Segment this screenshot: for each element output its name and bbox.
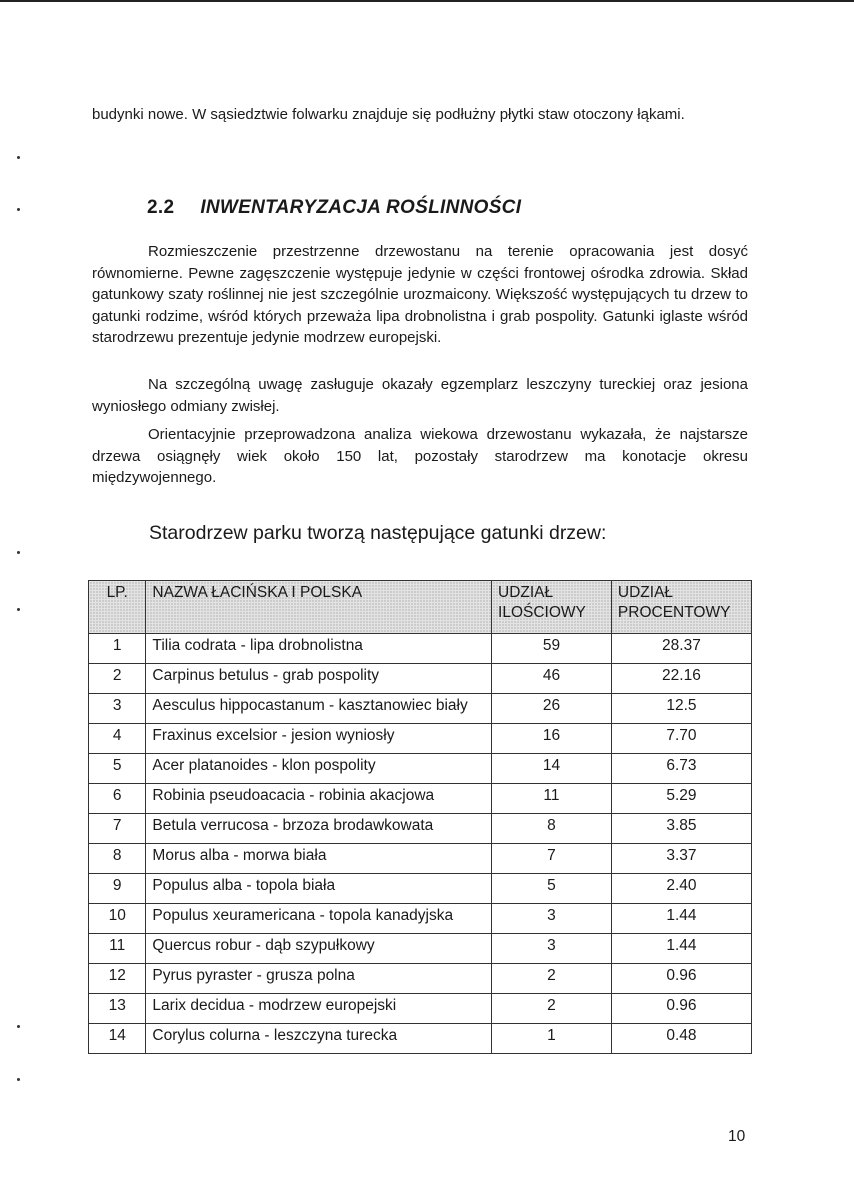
cell-percent: 6.73	[611, 754, 751, 784]
cell-name: Carpinus betulus - grab pospolity	[146, 664, 492, 694]
cell-name: Populus alba - topola biała	[146, 874, 492, 904]
cell-lp: 1	[89, 634, 146, 664]
scan-speck	[17, 551, 20, 554]
cell-percent: 1.44	[611, 934, 751, 964]
cell-name: Betula verrucosa - brzoza brodawkowata	[146, 814, 492, 844]
cell-name: Robinia pseudoacacia - robinia akacjowa	[146, 784, 492, 814]
header-lp: LP.	[89, 581, 146, 634]
cell-name: Populus xeuramericana - topola kanadyjska	[146, 904, 492, 934]
table-row	[89, 814, 752, 844]
cell-count: 2	[492, 964, 612, 994]
table-row	[89, 964, 752, 994]
species-table	[88, 580, 752, 1054]
cell-percent: 3.85	[611, 814, 751, 844]
cell-percent: 28.37	[611, 634, 751, 664]
cell-name: Morus alba - morwa biała	[146, 844, 492, 874]
cell-lp: 7	[89, 814, 146, 844]
paragraph-1: Rozmieszczenie przestrzenne drzewostanu na terenie opracowania jest dosyć równomierne. Pewne zagęszczenie występuje jedynie w części frontowej ośrodka zdrowia. Skład gatunkowy szaty roślinnej nie jest szczególnie urozmaicony. Większość występujących tu drzew to gatunki rodzime, wśród których przeważa lipa drobnolistna i grab pospolity. Gatunki iglaste wśród starodrzewu prezentuje jedynie modrzew europejski.	[92, 243, 748, 346]
table-row	[89, 724, 752, 754]
cell-count: 16	[492, 724, 612, 754]
scan-speck	[17, 608, 20, 611]
cell-lp: 3	[89, 694, 146, 724]
cell-lp: 11	[89, 934, 146, 964]
paragraph-2: Na szczególną uwagę zasługuje okazały egzemplarz leszczyny tureckiej oraz jesiona wyniosłego odmiany zwisłej.	[92, 376, 748, 415]
header-count	[492, 581, 612, 634]
cell-percent: 12.5	[611, 694, 751, 724]
section-number: 2.2	[147, 197, 175, 218]
table-row	[89, 874, 752, 904]
cell-percent: 1.44	[611, 904, 751, 934]
page-number: 10	[728, 1128, 746, 1145]
cell-count: 1	[492, 1024, 612, 1054]
cell-name: Corylus colurna - leszczyna turecka	[146, 1024, 492, 1054]
cell-percent: 0.96	[611, 964, 751, 994]
table-row	[89, 994, 752, 1024]
cell-lp: 13	[89, 994, 146, 1024]
table-row	[89, 844, 752, 874]
table-row	[89, 664, 752, 694]
cell-percent: 5.29	[611, 784, 751, 814]
header-percent	[611, 581, 751, 634]
table-row	[89, 1024, 752, 1054]
scan-speck	[17, 208, 20, 211]
cell-count: 46	[492, 664, 612, 694]
table-body	[89, 634, 752, 1054]
header-percent-line1: UDZIAŁ	[617, 584, 674, 601]
table-row	[89, 754, 752, 784]
table-row	[89, 784, 752, 814]
cell-percent: 0.96	[611, 994, 751, 1024]
header-count-line2: ILOŚCIOWY	[498, 604, 586, 621]
cell-lp: 5	[89, 754, 146, 784]
cell-count: 5	[492, 874, 612, 904]
cell-lp: 2	[89, 664, 146, 694]
scan-speck	[17, 156, 20, 159]
cell-percent: 7.70	[611, 724, 751, 754]
cell-percent: 2.40	[611, 874, 751, 904]
cell-count: 59	[492, 634, 612, 664]
cell-name: Tilia codrata - lipa drobnolistna	[146, 634, 492, 664]
cell-name: Quercus robur - dąb szypułkowy	[146, 934, 492, 964]
cell-lp: 10	[89, 904, 146, 934]
cell-percent: 0.48	[611, 1024, 751, 1054]
table-row	[89, 934, 752, 964]
cell-lp: 6	[89, 784, 146, 814]
table-row	[89, 634, 752, 664]
cell-count: 11	[492, 784, 612, 814]
cell-count: 3	[492, 904, 612, 934]
cell-count: 8	[492, 814, 612, 844]
cell-lp: 12	[89, 964, 146, 994]
scan-speck	[17, 1025, 20, 1028]
top-border-line	[0, 0, 854, 2]
intro-paragraph: budynki nowe. W sąsiedztwie folwarku znajduje się podłużny płytki staw otoczony łąkami.	[92, 106, 685, 123]
header-percent-line2: PROCENTOWY	[617, 604, 731, 621]
cell-count: 26	[492, 694, 612, 724]
header-name: NAZWA ŁACIŃSKA I POLSKA	[146, 581, 492, 634]
section-heading	[147, 197, 521, 219]
cell-lp: 9	[89, 874, 146, 904]
cell-count: 2	[492, 994, 612, 1024]
cell-name: Larix decidua - modrzew europejski	[146, 994, 492, 1024]
cell-name: Aesculus hippocastanum - kasztanowiec biały	[146, 694, 492, 724]
cell-name: Pyrus pyraster - grusza polna	[146, 964, 492, 994]
cell-count: 14	[492, 754, 612, 784]
table-header-row	[89, 581, 752, 634]
cell-lp: 4	[89, 724, 146, 754]
cell-percent: 3.37	[611, 844, 751, 874]
cell-count: 3	[492, 934, 612, 964]
scan-speck	[17, 1078, 20, 1081]
section-title: INWENTARYZACJA ROŚLINNOŚCI	[200, 197, 522, 218]
table-caption: Starodrzew parku tworzą następujące gatunki drzew:	[149, 522, 607, 544]
cell-name: Fraxinus excelsior - jesion wyniosły	[146, 724, 492, 754]
cell-name: Acer platanoides - klon pospolity	[146, 754, 492, 784]
cell-lp: 8	[89, 844, 146, 874]
paragraph-3: Orientacyjnie przeprowadzona analiza wiekowa drzewostanu wykazała, że najstarsze drzewa osiągnęły wiek około 150 lat, pozostały starodrzew ma konotacje okresu międzywojennego.	[92, 426, 748, 486]
cell-percent: 22.16	[611, 664, 751, 694]
table-row	[89, 904, 752, 934]
table-row	[89, 694, 752, 724]
cell-lp: 14	[89, 1024, 146, 1054]
header-count-line1: UDZIAŁ	[498, 584, 554, 601]
cell-count: 7	[492, 844, 612, 874]
